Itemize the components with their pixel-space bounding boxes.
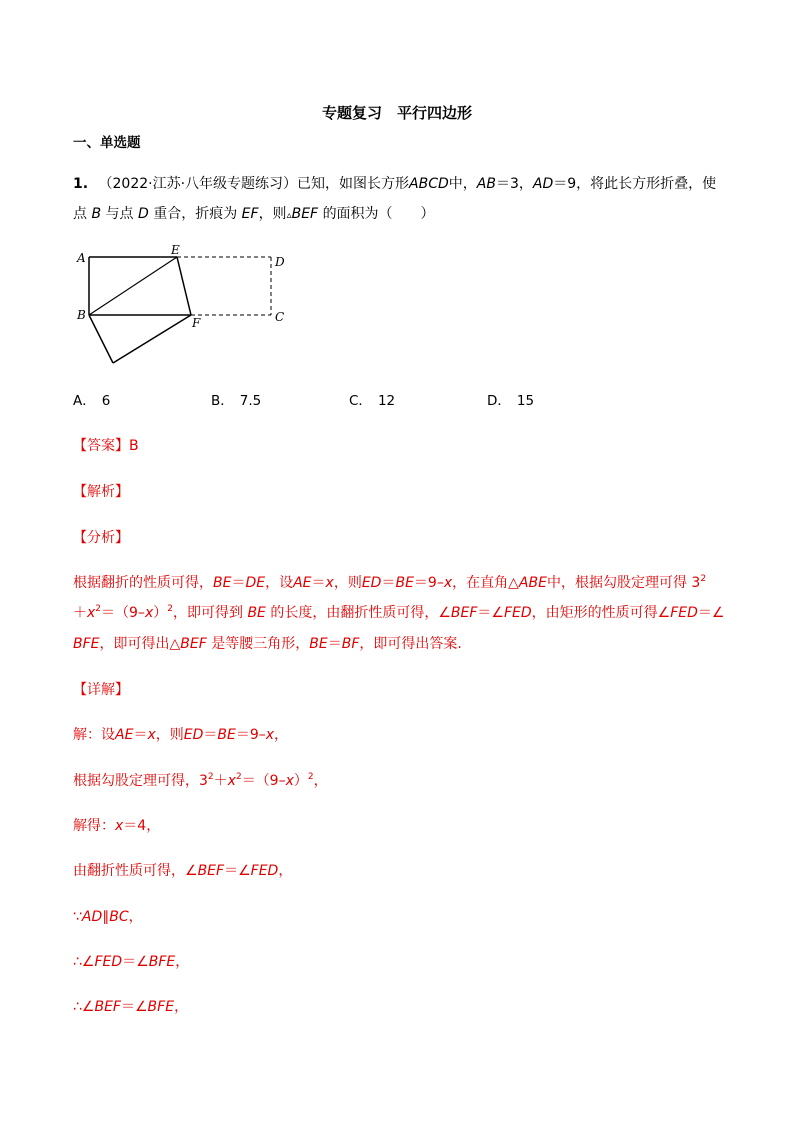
label-B: B <box>77 308 86 322</box>
label-C: C <box>275 310 285 324</box>
question-line-2: 点 B 与点 D 重合，折痕为 EF，则▵BEF 的面积为（ ） <box>73 206 435 222</box>
label-D: D <box>275 255 285 269</box>
label-E: E <box>171 243 180 257</box>
detail-step-7: ∴∠BEF＝∠BFE， <box>73 999 189 1015</box>
analysis-line-3: BFE，即可得出△BEF 是等腰三角形，BE＝BF，即可得出答案. <box>73 636 462 652</box>
question-source: （2022·江苏·八年级专题练习） <box>98 176 298 192</box>
analysis-line-1: 根据翻折的性质可得，BE＝DE，设AE＝x，则ED＝BE＝9–x，在直角△ABE中，根据勾股定理可得 $3^2$ <box>73 574 707 591</box>
detail-step-6: ∴∠FED＝∠BFE， <box>73 954 190 970</box>
jiexi-tag: 【解析】 <box>73 484 129 500</box>
option-b[interactable]: B． 7.5 <box>211 393 262 409</box>
answer-line: 【答案】B <box>73 438 139 454</box>
label-F: F <box>192 316 201 330</box>
label-A: A <box>77 251 86 265</box>
analysis-line-2: $+x^2=(9-x)^2$，即可得到 BE 的长度，由翻折性质可得，∠BEF＝∠FED，由矩形的性质可得∠FED＝∠ <box>73 604 725 621</box>
segment-EF <box>177 257 191 315</box>
option-c[interactable]: C． 12 <box>349 393 396 409</box>
rectangle-fold-figure <box>73 243 303 373</box>
detail-step-4: 由翻折性质可得，∠BEF＝∠FED， <box>73 863 293 879</box>
segment-BE <box>89 257 177 315</box>
question-number: 1. <box>73 176 89 192</box>
detail-step-2: 根据勾股定理可得，$3^2+x^2=(9-x)^2$， <box>73 772 328 789</box>
detail-step-3: 解得：x＝4， <box>73 818 161 834</box>
segment-folded-2 <box>113 315 191 363</box>
section-heading: 一、单选题 <box>73 135 141 151</box>
page-title: 专题复习 平行四边形 <box>321 104 472 122</box>
option-d[interactable]: D． 15 <box>487 393 535 409</box>
segment-folded-1 <box>89 315 113 363</box>
detail-step-5: ∵AD∥BC， <box>73 909 143 925</box>
xiangjie-tag: 【详解】 <box>73 682 129 698</box>
detail-step-1: 解：设AE＝x，则ED＝BE＝9–x， <box>73 727 289 743</box>
fenxi-tag: 【分析】 <box>73 530 129 546</box>
option-a[interactable]: A． 6 <box>73 393 111 409</box>
question-line-1: 1. （2022·江苏·八年级专题练习）已知，如图长方形ABCD中，AB＝3，AD＝9，将此长方形折叠，使 <box>73 176 717 192</box>
